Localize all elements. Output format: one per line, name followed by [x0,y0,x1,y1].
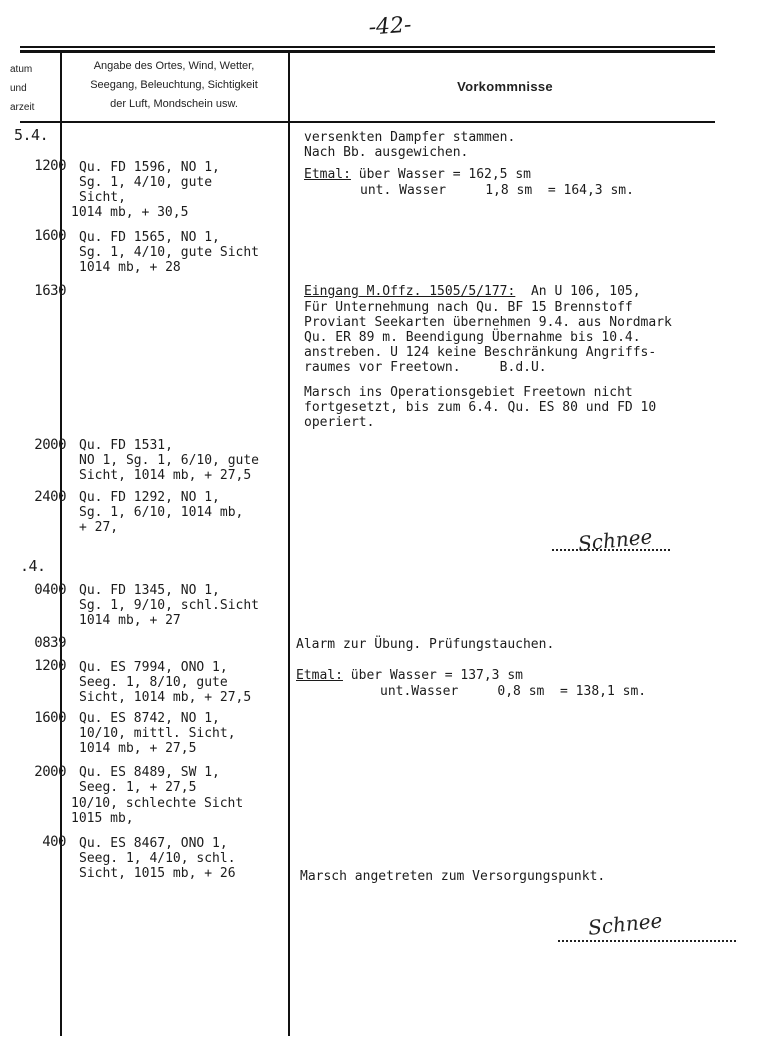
time-1600-b: 1600 [34,710,66,726]
entry-400: Qu. ES 8467, ONO 1, Seeg. 1, 4/10, schl. Sicht, 1015 mb, + 26 [79,836,236,881]
header-ort-line-1: Angabe des Ortes, Wind, Wetter, [93,60,255,72]
header-datum-line-3: arzeit [10,102,35,113]
time-2000-a: 2000 [34,437,66,453]
entry-2000-a: Qu. FD 1531, NO 1, Sg. 1, 6/10, gute Sicht, 1014 mb, + 27,5 [79,438,260,483]
time-0839: 0839 [34,635,66,651]
eingang-label: Eingang M.Offz. 1505/5/177: [304,284,516,299]
column-divider-1 [60,50,62,1036]
etmal-2-line-1: über Wasser = 137,3 sm [342,668,523,683]
entry-1200-a: Qu. FD 1596, NO 1, Sg. 1, 4/10, gute Sicht, [79,160,220,205]
event-alarm: Alarm zur Übung. Prüfungstauchen. [296,637,555,652]
header-vorkommnisse: Vorkommnisse [457,79,553,94]
header-datum-line-2: und [10,83,27,94]
time-2400: 2400 [34,489,66,505]
time-2000-b: 2000 [34,764,66,780]
etmal-1-line-2: unt. Wasser 1,8 sm = 164,3 sm. [360,183,634,198]
event-etmal-2 [296,668,523,683]
etmal-1-line-1: über Wasser = 162,5 sm [350,167,531,182]
event-eingang-header [304,284,641,299]
event-marsch-versorgungspunkt: Marsch angetreten zum Versorgungspunkt. [300,869,606,884]
top-double-rule-2 [20,50,715,53]
date-6-4: .4. [20,557,46,575]
column-divider-2 [288,50,290,1036]
etmal-2-line-2: unt.Wasser 0,8 sm = 138,1 sm. [380,684,647,699]
header-ort-column [62,57,286,114]
signature-2-dotted-line [558,940,736,942]
entry-1200-b: Qu. ES 7994, ONO 1, Seeg. 1, 8/10, gute Sicht, 1014 mb, + 27,5 [79,660,252,705]
time-0400-a: 0400 [34,582,66,598]
entry-1200-a-pressure: 1014 mb, + 30,5 [71,205,189,220]
etmal-2-label: Etmal: [296,668,343,683]
signature-1: Schnee [576,524,654,556]
entry-2000-b: Qu. ES 8489, SW 1, Seeg. 1, + 27,5 [79,765,220,795]
signature-1-dotted-line [552,549,670,551]
time-1600-a: 1600 [34,228,66,244]
time-1200-b: 1200 [34,658,66,674]
entry-2000-b-sight: 10/10, schlechte Sicht 1015 mb, [71,796,244,826]
top-double-rule-1 [20,46,715,48]
eingang-recipients: An U 106, 105, [515,284,641,299]
entry-1600-b: Qu. ES 8742, NO 1, 10/10, mittl. Sicht, 1014 mb, + 27,5 [79,711,236,756]
event-etmal-1 [304,167,531,182]
event-marsch-operationsgebiet: Marsch ins Operationsgebiet Freetown nicht fortgesetzt, bis zum 6.4. Qu. ES 80 und FD 10 operiert. [304,385,657,430]
time-400: 400 [42,834,66,850]
page-number: -42- [367,12,413,41]
header-ort-line-3: der Luft, Mondschein usw. [110,98,238,110]
header-bottom-rule [20,121,715,123]
entry-0400-a: Qu. FD 1345, NO 1, Sg. 1, 9/10, schl.Sicht 1014 mb, + 27 [79,583,260,628]
time-1630: 1630 [34,283,66,299]
date-5-4: 5.4. [14,126,49,144]
event-versenkten-dampfer: versenkten Dampfer stammen. Nach Bb. ausgewichen. [304,130,516,160]
header-datum-line-1: atum [10,64,33,75]
entry-2400: Qu. FD 1292, NO 1, Sg. 1, 6/10, 1014 mb, + 27, [79,490,244,535]
event-eingang-body: Für Unternehmung nach Qu. BF 15 Brennstoff Proviant Seekarten übernehmen 9.4. aus Nordmark Qu. ER 89 m. Beendigung Übernahme bis 10.4. anstreben. U 124 keine Beschränkung Angriffs- raumes vor Freetown. B.d.U. [304,300,672,375]
etmal-1-label: Etmal: [304,167,351,182]
header-ort-line-2: Seegang, Beleuchtung, Sichtigkeit [90,79,258,91]
signature-2: Schnee [586,908,664,940]
header-datum-column [10,60,54,117]
time-1200-a: 1200 [34,158,66,174]
entry-1600-a: Qu. FD 1565, NO 1, Sg. 1, 4/10, gute Sicht 1014 mb, + 28 [79,230,260,275]
